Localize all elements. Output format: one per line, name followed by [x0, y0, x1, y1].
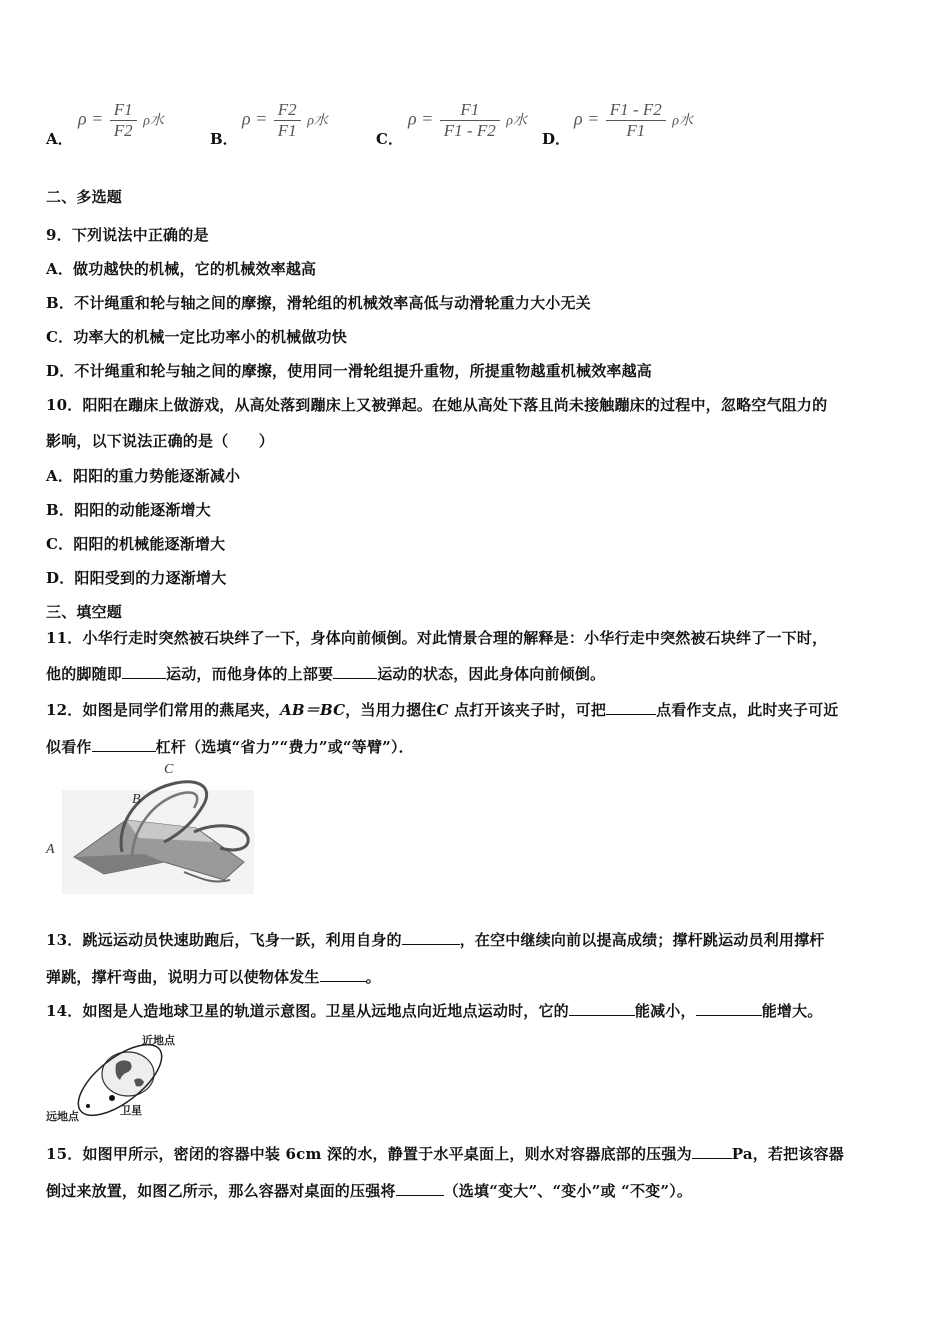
answer-blank[interactable] — [396, 1181, 444, 1196]
q10-stem-line2: 影响，以下说法正确的是（ ） — [46, 432, 275, 450]
rho-symbol: ρ = — [408, 108, 434, 129]
numerator: F1 — [440, 100, 500, 121]
q12-line2 — [46, 736, 414, 757]
q15-text: 倒过来放置，如图乙所示，那么容器对桌面的压强将 — [46, 1182, 396, 1200]
q11-text: 他的脚随即 — [46, 665, 123, 683]
q9-option-a: A．做功越快的机械，它的机械效率越高 — [46, 260, 317, 278]
answer-blank[interactable] — [606, 700, 656, 715]
numerator: F1 - F2 — [606, 100, 666, 121]
denominator: F1 — [626, 121, 646, 140]
option-b-label: B． — [210, 130, 238, 148]
rho-water: ρ水 — [506, 113, 527, 129]
answer-blank[interactable] — [569, 1001, 635, 1016]
denominator: F2 — [113, 121, 133, 140]
q12-text: 似看作 — [46, 738, 92, 756]
rho-water: ρ水 — [672, 113, 693, 129]
rho-water: ρ水 — [307, 113, 328, 129]
rho-water: ρ水 — [143, 113, 164, 129]
q10-stem-line1: 10．阳阳在蹦床上做游戏，从高处落到蹦床上又被弹起。在她从高处下落且尚未接触蹦床的过程中，忽略空气阻力的 — [46, 396, 828, 414]
option-c-label: C． — [376, 130, 403, 148]
q11-text: 运动，而他身体的上部要 — [166, 665, 334, 683]
q10-option-b: B．阳阳的动能逐渐增大 — [46, 501, 211, 519]
q10-option-d: D．阳阳受到的力逐渐增大 — [46, 569, 227, 587]
q9-option-c: C．功率大的机械一定比功率小的机械做功快 — [46, 328, 347, 346]
q15-text: Pa，若把该容器 — [731, 1145, 844, 1163]
q14-text: 能增大。 — [761, 1002, 823, 1020]
q11-line2 — [46, 663, 605, 684]
q10-option-c: C．阳阳的机械能逐渐增大 — [46, 535, 226, 553]
q13-text: ，在空中继续向前以提高成绩；撑杆跳运动员利用撑杆 — [459, 931, 825, 949]
numerator: F2 — [274, 100, 301, 121]
q13-text: 。 — [365, 968, 381, 986]
binder-clip-image — [44, 762, 254, 894]
option-d-label: D． — [542, 130, 571, 148]
denominator: F1 - F2 — [443, 121, 496, 140]
option-c-formula — [408, 100, 527, 141]
section-title-multiple-choice: 二、多选题 — [46, 188, 123, 206]
perigee-label: 近地点 — [142, 1034, 175, 1047]
q9-option-b: B．不计绳重和轮与轴之间的摩擦，滑轮组的机械效率高低与动滑轮重力大小无关 — [46, 294, 591, 312]
answer-blank[interactable] — [92, 737, 156, 752]
satellite-dot — [109, 1095, 115, 1101]
q12-text: 12．如图是同学们常用的燕尾夹， — [46, 701, 281, 719]
satellite-label: 卫星 — [120, 1104, 142, 1117]
q15-text: （选填“变大”、“变小”或 “不变”）。 — [443, 1182, 693, 1200]
rho-symbol: ρ = — [242, 108, 268, 129]
denominator: F1 — [277, 121, 297, 140]
figure-label-b: B — [132, 792, 141, 807]
answer-blank[interactable] — [333, 664, 377, 679]
q15-line1 — [46, 1143, 844, 1164]
q15-line2 — [46, 1180, 692, 1201]
option-b-formula — [242, 100, 328, 141]
answer-blank[interactable] — [122, 664, 166, 679]
q10-option-a: A．阳阳的重力势能逐渐减小 — [46, 467, 241, 485]
q13-text: 弹跳，撑杆弯曲，说明力可以使物体发生 — [46, 968, 320, 986]
rho-symbol: ρ = — [574, 108, 600, 129]
answer-blank[interactable] — [320, 967, 366, 982]
figure-label-a: A — [46, 842, 55, 857]
q12-point: C — [436, 701, 449, 719]
q12-line1 — [46, 699, 838, 720]
binder-clip-figure — [44, 762, 254, 894]
q12-text: 点打开该夹子时，可把 — [448, 701, 607, 719]
q11-line1: 11．小华行走时突然被石块绊了一下，身体向前倾倒。对此情景合理的解释是：小华行走中突然被石块绊了一下时， — [46, 629, 828, 647]
numerator: F1 — [110, 100, 137, 121]
q13-line1 — [46, 929, 825, 950]
q12-text: 点看作支点，此时夹子可近 — [656, 701, 839, 719]
figure-label-c: C — [164, 762, 174, 777]
q12-text: ，当用力摁住 — [345, 701, 437, 719]
q14-text: 能减小， — [634, 1002, 696, 1020]
option-a-formula — [78, 100, 164, 141]
q13-text: 13．跳远运动员快速助跑后，飞身一跃，利用自身的 — [46, 931, 402, 949]
q12-equation: AB＝BC — [280, 701, 346, 719]
q9-option-d: D．不计绳重和轮与轴之间的摩擦，使用同一滑轮组提升重物，所提重物越重机械效率越高 — [46, 362, 653, 380]
section-title-fill-in: 三、填空题 — [46, 603, 123, 621]
answer-blank[interactable] — [402, 930, 460, 945]
q14-text: 14．如图是人造地球卫星的轨道示意图。卫星从远地点向近地点运动时，它的 — [46, 1002, 569, 1020]
option-d-formula — [574, 100, 693, 141]
satellite-orbit-figure — [46, 1030, 196, 1122]
rho-symbol: ρ = — [78, 108, 104, 129]
answer-blank[interactable] — [696, 1001, 762, 1016]
q14-line1 — [46, 1000, 823, 1021]
q12-text: 杠杆（选填“省力”“费力”或“等臂”）． — [155, 738, 414, 756]
q11-text: 运动的状态，因此身体向前倾倒。 — [377, 665, 606, 683]
answer-blank[interactable] — [692, 1144, 732, 1159]
apogee-label: 远地点 — [46, 1110, 79, 1123]
q13-line2 — [46, 966, 381, 987]
option-a-label: A． — [46, 130, 73, 148]
q9-stem: 9．下列说法中正确的是 — [46, 226, 209, 244]
q15-text: 15．如图甲所示，密闭的容器中装 6cm 深的水，静置于水平桌面上，则水对容器底部的压强为 — [46, 1145, 692, 1163]
